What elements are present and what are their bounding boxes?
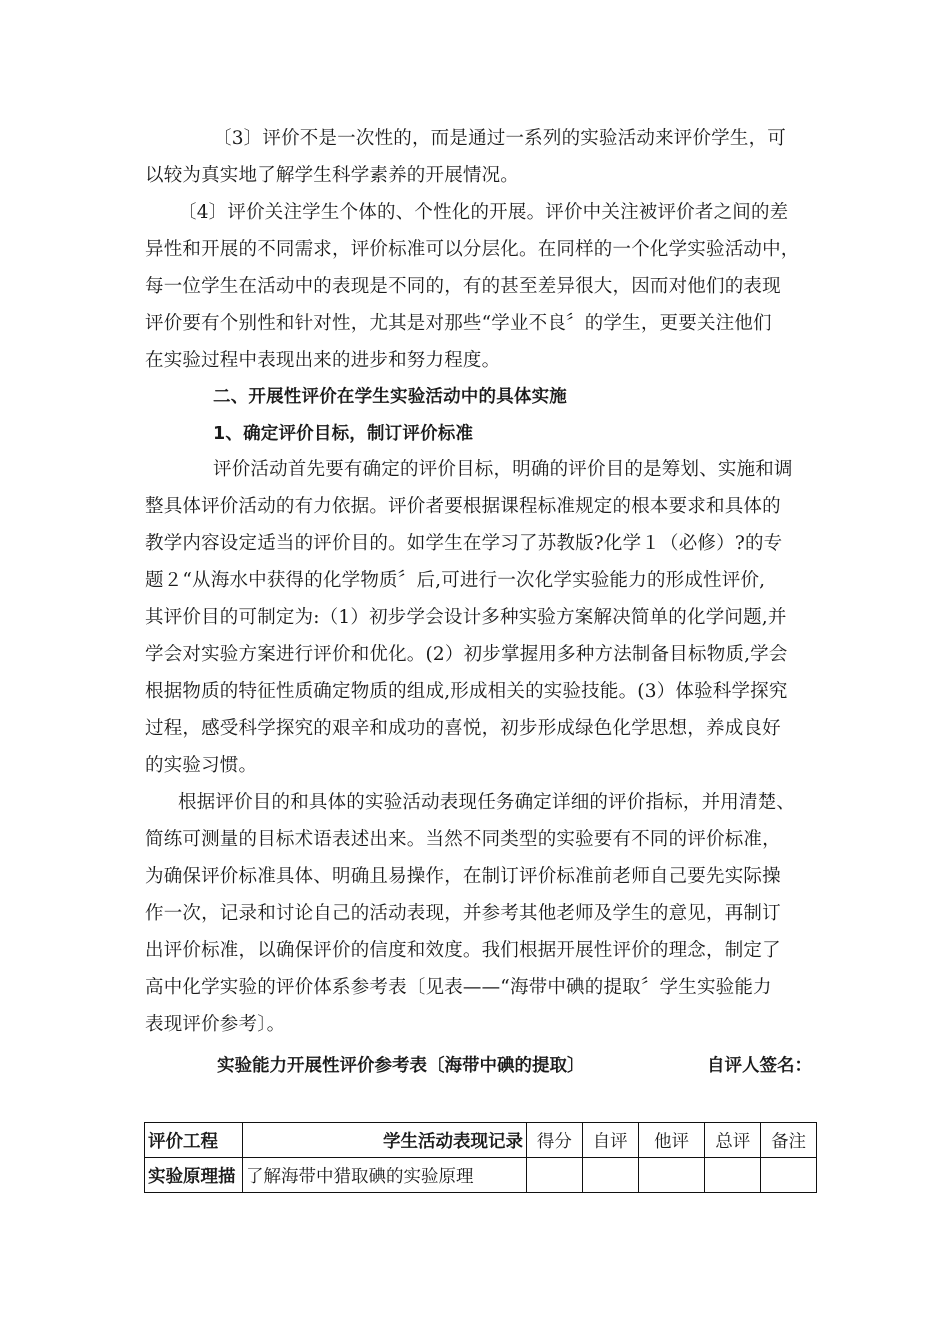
- header-score: 得分: [526, 1123, 582, 1158]
- paragraph-standard-line-7: 表现评价参考〕。: [145, 1014, 286, 1035]
- subsection-heading: 1、确定评价目标，制订评价标准: [213, 424, 474, 444]
- header-peer-eval: 他评: [638, 1123, 705, 1158]
- paragraph-goal-line-2: 整具体评价活动的有力依据。评价者要根据课程标准规定的根本要求和具体的: [145, 496, 781, 517]
- paragraph-standard-line-4: 作一次，记录和讨论自己的活动表现，并参考其他老师及学生的意见，再制订: [145, 903, 781, 924]
- row-total-eval-cell: [705, 1158, 761, 1193]
- paragraph-goal-line-4: 题２“从海水中获得的化学物质〞后,可进行一次化学实验能力的形成性评价,: [145, 570, 766, 591]
- header-remarks: 备注: [761, 1123, 817, 1158]
- self-eval-signature-label: 自评人签名：: [707, 1056, 812, 1076]
- paragraph-4-line-2: 异性和开展的不同需求，评价标准可以分层化。在同样的一个化学实验活动中，: [145, 239, 800, 260]
- row-peer-eval-cell: [638, 1158, 705, 1193]
- paragraph-goal-line-1: 评价活动首先要有确定的评价目标，明确的评价目的是筹划、实施和调: [213, 459, 793, 480]
- paragraph-standard-line-2: 简练可测量的目标术语表述出来。当然不同类型的实验要有不同的评价标准，: [145, 829, 781, 850]
- paragraph-goal-line-8: 过程，感受科学探究的艰辛和成功的喜悦，初步形成绿色化学思想，养成良好: [145, 718, 781, 739]
- paragraph-standard-line-5: 出评价标准，以确保评价的信度和效度。我们根据开展性评价的理念，制定了: [145, 940, 781, 961]
- header-activity-record: 学生活动表现记录: [242, 1123, 526, 1158]
- paragraph-standard-line-6: 高中化学实验的评价体系参考表〔见表——“海带中碘的提取〞学生实验能力: [145, 977, 772, 998]
- paragraph-3-line-1: 〔3〕评价不是一次性的，而是通过一系列的实验活动来评价学生，可: [213, 128, 786, 149]
- paragraph-goal-line-7: 根据物质的特征性质确定物质的组成,形成相关的实验技能。(3）体验科学探究: [145, 681, 788, 702]
- table-title: 实验能力开展性评价参考表〔海带中碘的提取〕: [217, 1056, 585, 1076]
- paragraph-standard-line-1: 根据评价目的和具体的实验活动表现任务确定详细的评价指标，并用清楚、: [178, 792, 796, 813]
- paragraph-4-line-3: 每一位学生在活动中的表现是不同的，有的甚至差异很大，因而对他们的表现: [145, 276, 781, 297]
- paragraph-goal-line-9: 的实验习惯。: [145, 755, 258, 776]
- row-eval-item: 实验原理描: [145, 1158, 243, 1193]
- header-total-eval: 总评: [705, 1123, 761, 1158]
- paragraph-4-line-4: 评价要有个别性和针对性，尤其是对那些“学业不良〞的学生，更要关注他们: [145, 313, 772, 334]
- table-header-row: [145, 1123, 817, 1158]
- paragraph-goal-line-3: 教学内容设定适当的评价目的。如学生在学习了苏教版?化学１（必修）?的专: [145, 533, 783, 554]
- paragraph-4-line-5: 在实验过程中表现出来的进步和努力程度。: [145, 350, 501, 371]
- row-self-eval-cell: [582, 1158, 638, 1193]
- paragraph-goal-line-5: 其评价目的可制定为:（1）初步学会设计多种实验方案解决简单的化学问题,并: [145, 607, 787, 628]
- paragraph-3-line-2: 以较为真实地了解学生科学素养的开展情况。: [145, 165, 520, 186]
- section-heading: 二、开展性评价在学生实验活动中的具体实施: [213, 387, 567, 407]
- header-eval-item: 评价工程: [145, 1123, 243, 1158]
- evaluation-table: [144, 1122, 817, 1193]
- paragraph-4-line-1: 〔4〕评价关注学生个体的、个性化的开展。评价中关注被评价者之间的差: [178, 202, 789, 223]
- table-row: [145, 1158, 817, 1193]
- header-self-eval: 自评: [582, 1123, 638, 1158]
- row-activity-record: 了解海带中猎取碘的实验原理: [242, 1158, 526, 1193]
- paragraph-goal-line-6: 学会对实验方案进行评价和优化。(2）初步掌握用多种方法制备目标物质,学会: [145, 644, 788, 665]
- paragraph-standard-line-3: 为确保评价标准具体、明确且易操作，在制订评价标准前老师自己要先实际操: [145, 866, 781, 887]
- row-score-cell: [526, 1158, 582, 1193]
- row-remarks-cell: [761, 1158, 817, 1193]
